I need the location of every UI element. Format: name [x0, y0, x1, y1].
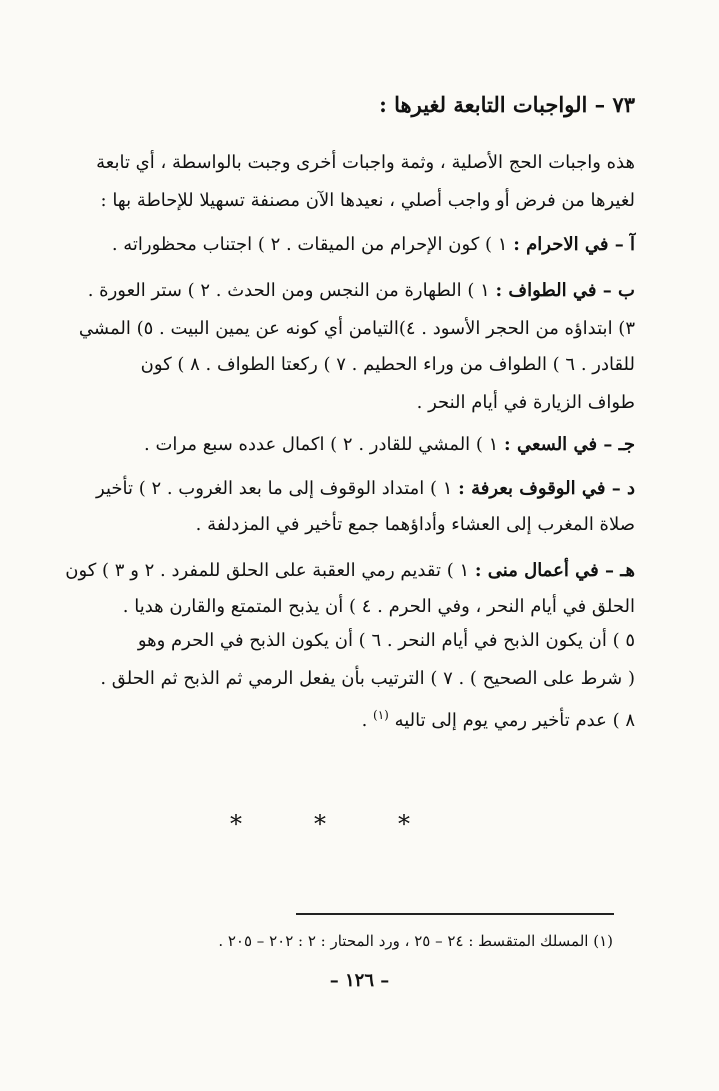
item-ihram-text: ١ ) كون الإحرام من الميقات . ٢ ) اجتناب محظوراته . [111, 234, 508, 255]
item-arafah-label: د – في الوقوف بعرفة : [458, 478, 635, 499]
item-mina-line-5-text: ٨ ) عدم تأخير رمي يوم إلى تاليه [394, 710, 635, 731]
item-sai-text: ١ ) المشي للقادر . ٢ ) اكمال عدده سبع مرات . [144, 434, 499, 455]
item-arafah-text: ١ ) امتداد الوقوف إلى ما بعد الغروب . ٢ ) تأخير [96, 478, 453, 499]
footnote-marker: (١) [373, 708, 389, 722]
item-ihram [105, 232, 635, 258]
separator-star-2: * [314, 810, 326, 838]
page-number: – ١٢٦ – [329, 970, 390, 991]
footnote: (١) المسلك المتقسط : ٢٤ – ٢٥ ، ورد المحتار : ٢ : ٢٠٢ – ٢٠٥ . [218, 932, 613, 950]
item-sai [105, 432, 635, 458]
item-mina-line-5: ٨ ) عدم تأخير رمي يوم إلى تاليه $^{(١)}$ . [361, 708, 635, 731]
section-heading: ٧٣ – الواجبات التابعة لغيرها : [379, 92, 635, 117]
item-tawaf-text: ١ ) الطهارة من النجس ومن الحدث . ٢ ) ستر العورة . [87, 280, 490, 301]
item-arafah [96, 476, 635, 502]
separator-star-1: * [230, 810, 242, 838]
item-tawaf [87, 278, 635, 304]
item-mina-label: هـ – في أعمال منى : [474, 560, 635, 581]
item-mina-line-4: ( شرط على الصحيح ) . ٧ ) الترتيب بأن يفعل الرمي ثم الذبح ثم الحلق . [100, 668, 635, 689]
item-tawaf-line-4: طواف الزيارة في أيام النحر . [416, 392, 635, 413]
item-mina-line-2: الحلق في أيام النحر ، وفي الحرم . ٤ ) أن يذبح المتمتع والقارن هديا . [122, 596, 635, 617]
footnote-rule [296, 913, 614, 915]
item-mina [65, 558, 635, 584]
item-tawaf-label: ب – في الطواف : [495, 280, 635, 301]
intro-line-1: هذه واجبات الحج الأصلية ، وثمة واجبات أخرى وجبت بالواسطة ، أي تابعة [96, 152, 635, 173]
item-sai-label: جـ – في السعي : [504, 434, 635, 455]
intro-line-2: لغيرها من فرض أو واجب أصلي ، نعيدها الآن مصنفة تسهيلا للإحاطة بها : [100, 190, 635, 211]
item-tawaf-line-2: ٣) ابتداؤه من الحجر الأسود . ٤)التيامن أي كونه عن يمين البيت . ٥) المشي [78, 318, 635, 339]
section-separator [230, 810, 410, 838]
item-mina-text: ١ ) تقديم رمي العقبة على الحلق للمفرد . ٢ و ٣ ) كون [65, 560, 470, 581]
item-tawaf-line-3: للقادر . ٦ ) الطواف من وراء الحطيم . ٧ ) ركعتا الطواف . ٨ ) كون [140, 354, 635, 375]
item-ihram-label: آ – في الاحرام : [513, 234, 635, 255]
item-mina-line-3: ٥ ) أن يكون الذبح في أيام النحر . ٦ ) أن يكون الذبح في الحرم وهو [137, 630, 635, 651]
separator-star-3: * [398, 810, 410, 838]
item-arafah-line-2: صلاة المغرب إلى العشاء وأداؤهما جمع تأخير في المزدلفة . [195, 514, 635, 535]
